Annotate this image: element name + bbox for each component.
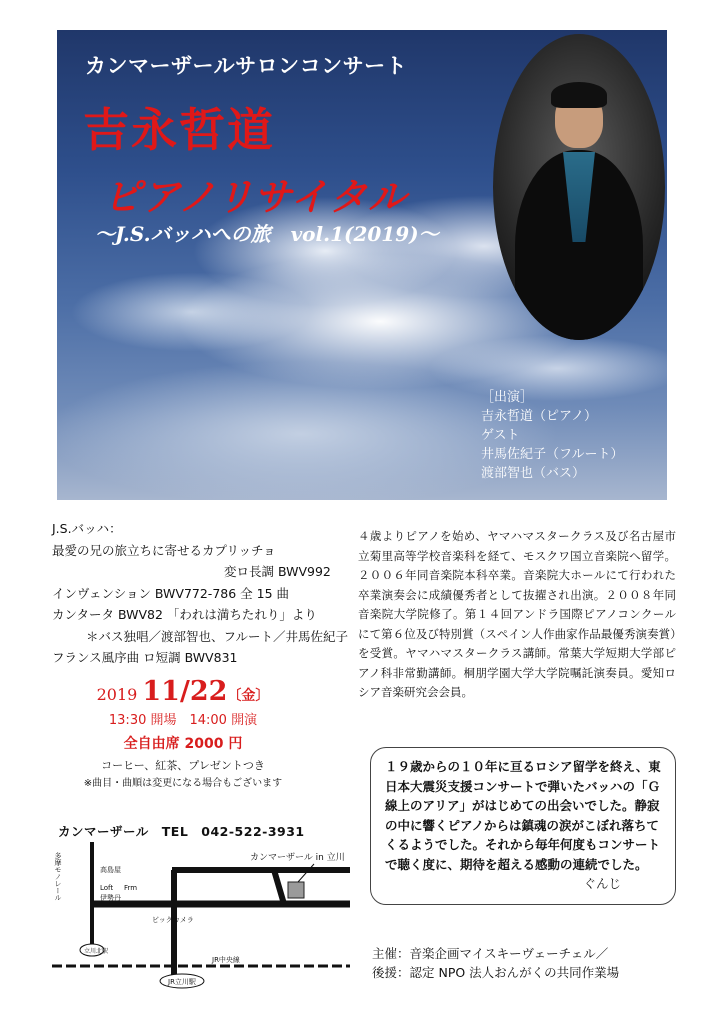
testimonial-box [370, 747, 676, 905]
event-weekday: 〔金〕 [227, 688, 270, 704]
program-list [52, 518, 348, 669]
program-item: 最愛の兄の旅立ちに寄せるカプリッチョ [52, 542, 276, 558]
event-details [60, 676, 306, 789]
performers-guest-label: ゲスト [481, 428, 520, 443]
recital-title: ピアノリサイタル [103, 175, 408, 219]
performers-list [481, 388, 623, 483]
event-times: 13:30 開場 14:00 開演 [108, 713, 258, 728]
recital-subtitle: ～J.S.バッハへの旅 vol.1(2019)～ [95, 222, 439, 246]
venue-map [52, 842, 362, 1002]
program-item: カンタータ BWV82 「われは満ちたれり」より [52, 607, 317, 622]
map-jr-station-label: JR立川駅 [168, 978, 196, 986]
organizer-line: 主催：音楽企画マイスキーヴェーチェル／ [372, 946, 609, 961]
artist-portrait [493, 34, 665, 340]
hero-banner [57, 30, 667, 500]
map-monorail-label: 多摩モノレール [54, 852, 62, 901]
support-line: 後援：認定 NPO 法人おんがくの共同作業場 [372, 965, 620, 980]
map-venue-marker [288, 882, 304, 898]
map-diagonal-road [274, 870, 284, 904]
event-extras: コーヒー、紅茶、プレゼントつき [101, 759, 265, 772]
venue-contact: カンマーザール TEL 042-522-3931 [58, 824, 305, 839]
concert-series-title: カンマーザールサロンコンサート [85, 54, 408, 78]
program-item: フランス風序曲 ロ短調 BWV831 [52, 650, 238, 665]
performers-heading: ［出演］ [481, 390, 534, 405]
portrait-hair [551, 82, 607, 108]
event-date [60, 676, 306, 707]
testimonial-signature: ぐんじ [583, 876, 621, 891]
event-year: 2019 [96, 685, 138, 704]
program-item-note: ＊バス独唱／渡部智也、フルート／井馬佐紀子 [86, 628, 349, 644]
ticket-price: 全自由席 2000 円 [123, 736, 243, 752]
map-chuo-line-label: JR中央線 [212, 956, 240, 964]
map-isetan-label: 伊勢丹 [100, 894, 121, 902]
artist-biography: ４歳よりピアノを始め、ヤマハマスタークラス及び名古屋市立菊里高等学校音楽科を経て、モスクワ国立音楽院へ留学。２００６年同音楽院本科卒業。音楽院大ホールにて行われた卒業演奏会に成績優秀者として抜擢され出演。２００８年同音楽院大学院修了。第１４回アンドラ国際ピアノコンクールにて第６位及び特別賞（スペイン人作曲家作品最優秀演奏賞）を受賞。ヤマハマスタークラス講師。常葉大学短期大学部ピアノ科非常勤講師。桐朋学園大学大学院嘱託演奏員。愛知ロシア音楽研究会会員。 [358, 529, 676, 699]
program-item: インヴェンション BWV772-786 全 15 曲 [52, 585, 290, 601]
performer-flutist: 井馬佐紀子（フルート） [481, 447, 624, 462]
performer-pianist: 吉永哲道（ピアノ） [481, 409, 597, 424]
program-change-note: ※曲目・曲順は変更になる場合もございます [83, 778, 283, 789]
map-from-label: Frm [124, 884, 138, 892]
artist-name: 吉永哲道 [83, 103, 275, 157]
program-item-key: 変ロ長調 BWV992 [224, 564, 331, 579]
map-bic-label: ビックカメラ [152, 916, 194, 924]
testimonial-text: １９歳からの１０年に亘るロシア留学を終え、東日本大震災支援コンサートで弾いたバッハの「Ｇ線上のアリア」がはじめての出会いでした。静寂の中に響くピアノからは鎮魂の涙がこぼれ落ちてくるようでした。それから毎年何度もコンサートで聴く度に、期待を超える感動の連続でした。 [385, 759, 661, 872]
event-month-day: 11/22 [142, 676, 228, 707]
map-takashimaya-label: 高島屋 [100, 866, 121, 874]
sponsor-info [372, 944, 619, 982]
map-loft-label: Loft [100, 884, 114, 892]
performer-bass: 渡部智也（バス） [481, 466, 586, 481]
map-venue-label: カンマーザール in 立川 [250, 853, 345, 863]
map-tachihi-label: 立川北駅 [84, 948, 109, 955]
program-composer: J.S.バッハ： [52, 521, 122, 536]
